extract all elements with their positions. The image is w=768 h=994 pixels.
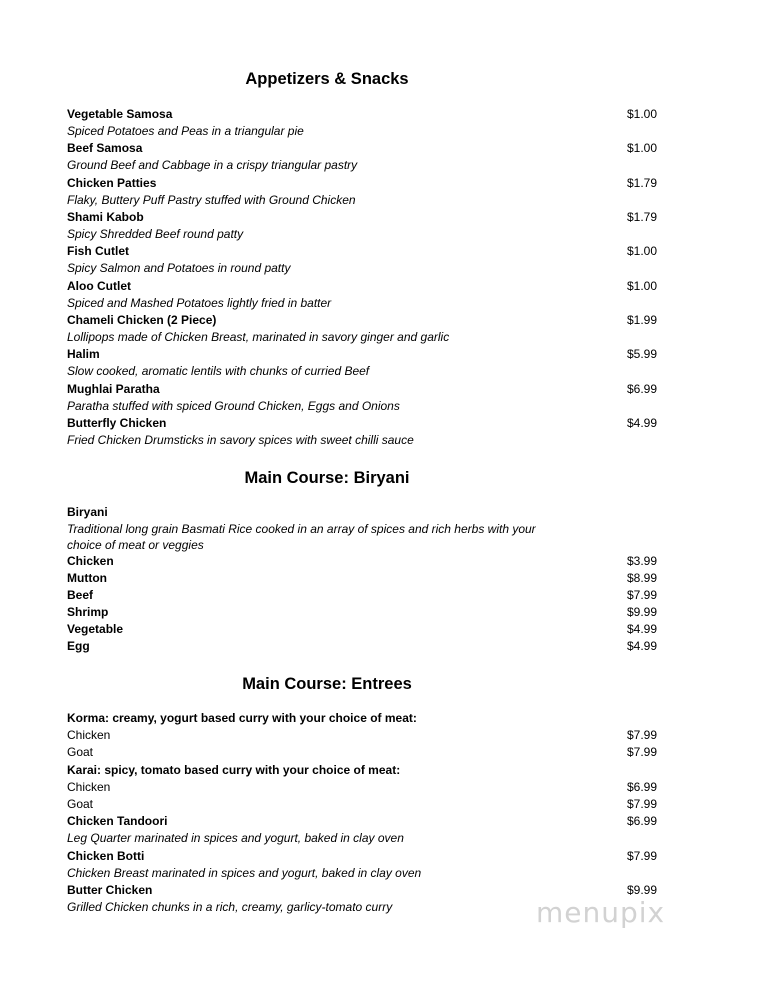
menu-item <box>67 106 657 123</box>
item-name: Fish Cutlet <box>67 244 129 258</box>
item-price: $7.99 <box>626 728 657 742</box>
item-price: $1.00 <box>626 107 657 121</box>
item-price: $1.99 <box>626 313 657 327</box>
menu-item <box>67 346 657 363</box>
item-name: Goat <box>67 797 94 811</box>
item-name: Chicken Patties <box>67 176 157 190</box>
item-description: Leg Quarter marinated in spices and yogurt, baked in clay oven <box>67 831 404 845</box>
item-description: Chicken Breast marinated in spices and yogurt, baked in clay oven <box>67 866 422 880</box>
item-price: $4.99 <box>626 622 657 636</box>
item-price: $5.99 <box>626 347 657 361</box>
item-description: Traditional long grain Basmati Rice cooked in an array of spices and rich herbs with your <box>67 522 536 536</box>
menu-item <box>67 243 657 260</box>
item-price: $7.99 <box>626 797 657 811</box>
item-price: $7.99 <box>626 588 657 602</box>
biryani-heading <box>67 504 657 521</box>
item-name: Halim <box>67 347 100 361</box>
item-name: Beef Samosa <box>67 141 143 155</box>
item-name: Beef <box>67 588 94 602</box>
item-description: Spicy Shredded Beef round patty <box>67 227 244 241</box>
menu-item <box>67 744 657 761</box>
menu-item <box>67 604 657 621</box>
menu-item <box>67 553 657 570</box>
item-description: Lollipops made of Chicken Breast, marinated in savory ginger and garlic <box>67 330 450 344</box>
menupix-watermark <box>530 876 690 936</box>
item-price: $6.99 <box>626 780 657 794</box>
item-price: $1.00 <box>626 141 657 155</box>
item-price: $1.79 <box>626 176 657 190</box>
menu-item <box>67 209 657 226</box>
item-price: $4.99 <box>626 416 657 430</box>
menu-item <box>67 312 657 329</box>
item-name: Shrimp <box>67 605 109 619</box>
item-description: Fried Chicken Drumsticks in savory spices with sweet chilli sauce <box>67 433 414 447</box>
item-name: Chicken Botti <box>67 849 145 863</box>
menu-item <box>67 638 657 655</box>
menu-item <box>67 587 657 604</box>
item-price: $1.79 <box>626 210 657 224</box>
item-name: Vegetable Samosa <box>67 107 173 121</box>
item-price: $6.99 <box>626 382 657 396</box>
menu-item <box>67 415 657 432</box>
item-price: $3.99 <box>626 554 657 568</box>
item-description: Spicy Salmon and Potatoes in round patty <box>67 261 291 275</box>
korma-heading <box>67 710 657 727</box>
item-price: $6.99 <box>626 814 657 828</box>
item-name: Chicken <box>67 780 111 794</box>
item-price: $7.99 <box>626 849 657 863</box>
item-name: Egg <box>67 639 90 653</box>
item-name: Chicken <box>67 728 111 742</box>
item-description: Grilled Chicken chunks in a rich, creamy, garlicy-tomato curry <box>67 900 393 914</box>
item-name: Goat <box>67 745 94 759</box>
item-price: $1.00 <box>626 244 657 258</box>
item-description: Ground Beef and Cabbage in a crispy triangular pastry <box>67 158 358 172</box>
item-price: $8.99 <box>626 571 657 585</box>
item-description: Spiced and Mashed Potatoes lightly fried in batter <box>67 296 332 310</box>
item-name: Aloo Cutlet <box>67 279 131 293</box>
menu-item <box>67 175 657 192</box>
item-name: Karai: spicy, tomato based curry with your choice of meat: <box>67 763 401 777</box>
menu-item <box>67 278 657 295</box>
menu-item <box>67 140 657 157</box>
item-price: $9.99 <box>626 605 657 619</box>
item-description: Paratha stuffed with spiced Ground Chicken, Eggs and Onions <box>67 399 400 413</box>
item-name: Mutton <box>67 571 107 585</box>
menu-item <box>67 813 657 830</box>
item-name: Chameli Chicken (2 Piece) <box>67 313 217 327</box>
item-name: Butter Chicken <box>67 883 153 897</box>
item-price: $1.00 <box>626 279 657 293</box>
item-description: choice of meat or veggies <box>67 538 204 552</box>
section-title-biryani: Main Course: Biryani <box>244 469 410 487</box>
item-name: Korma: creamy, yogurt based curry with your choice of meat: <box>67 711 417 725</box>
menu-item <box>67 621 657 638</box>
item-price: $4.99 <box>626 639 657 653</box>
section-title-entrees: Main Course: Entrees <box>242 675 412 693</box>
item-name: Chicken <box>67 554 114 568</box>
item-name: Shami Kabob <box>67 210 144 224</box>
menu-item <box>67 796 657 813</box>
item-name: Vegetable <box>67 622 124 636</box>
section-title-appetizers: Appetizers & Snacks <box>245 70 409 88</box>
menu-item <box>67 570 657 587</box>
item-name: Chicken Tandoori <box>67 814 168 828</box>
watermark-text: menupix <box>536 896 666 929</box>
menu-item <box>67 779 657 796</box>
item-price: $7.99 <box>626 745 657 759</box>
menu-item <box>67 727 657 744</box>
item-name: Butterfly Chicken <box>67 416 167 430</box>
item-description: Spiced Potatoes and Peas in a triangular pie <box>67 124 304 138</box>
menu-item <box>67 848 657 865</box>
item-description: Flaky, Buttery Puff Pastry stuffed with Ground Chicken <box>67 193 356 207</box>
karai-heading <box>67 762 657 779</box>
item-name: Mughlai Paratha <box>67 382 160 396</box>
item-name: Biryani <box>67 505 108 519</box>
item-description: Slow cooked, aromatic lentils with chunks of curried Beef <box>67 364 370 378</box>
item-price: $9.99 <box>626 883 657 897</box>
menu-item <box>67 381 657 398</box>
